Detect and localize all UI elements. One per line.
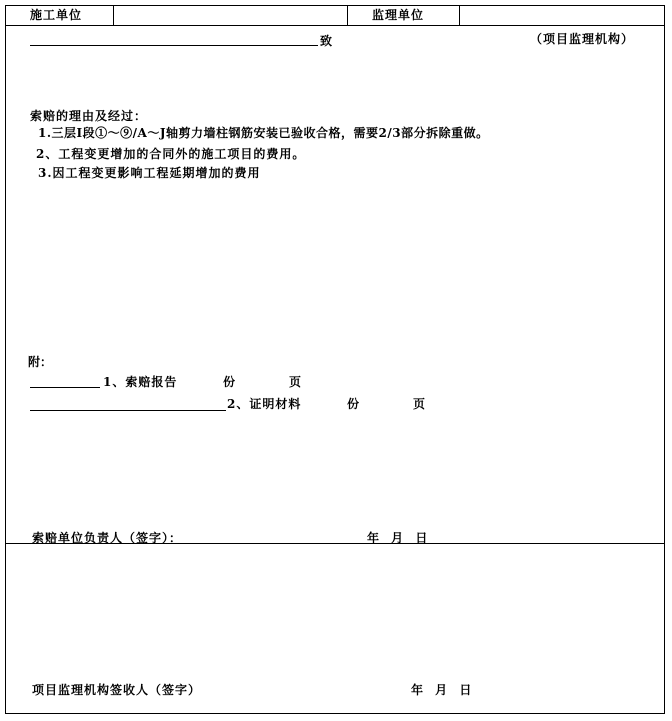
reason-item-2: 2、工程变更增加的合同外的施工项目的费用。 (36, 147, 306, 161)
reason-title: 索赔的理由及经过： (30, 109, 148, 123)
attachments-title: 附： (28, 355, 53, 369)
attachment-2-label: 2、证明材料 (227, 397, 302, 411)
attachment-2-blank-line[interactable] (30, 410, 226, 411)
contractor-label: 施工单位 (6, 6, 114, 26)
attachment-2-copies-unit: 份 (347, 397, 360, 411)
receiver-date: 年 月 日 (411, 683, 472, 697)
claim-form (5, 5, 665, 714)
supervisor-value-field[interactable] (460, 6, 666, 26)
receiver-signature-label: 项目监理机构签收人（签字） (32, 683, 202, 697)
claim-section (6, 26, 664, 544)
addressee-to: 致 (320, 34, 333, 48)
contractor-value-field[interactable] (114, 6, 348, 26)
receipt-section (6, 544, 664, 713)
attachment-1-pages-unit: 页 (289, 375, 302, 389)
addressee-org-note: （项目监理机构） (530, 32, 635, 46)
attachment-1-label: 1、索赔报告 (103, 375, 178, 389)
supervisor-label: 监理单位 (348, 6, 460, 26)
addressee-blank-line[interactable] (30, 45, 318, 46)
reason-item-1: 1.三层I段①～⑨/A～J轴剪力墙柱钢筋安装已验收合格，需要2/3部分拆除重做。 (38, 126, 489, 140)
attachment-1-blank-line[interactable] (30, 387, 100, 388)
header-row (6, 6, 664, 26)
attachment-1-copies-unit: 份 (223, 375, 236, 389)
attachment-2-pages-unit: 页 (413, 397, 426, 411)
claimant-signature-label: 索赔单位负责人（签字）： (32, 531, 183, 545)
claimant-date: 年 月 日 (367, 531, 428, 545)
reason-item-3: 3.因工程变更影响工程延期增加的费用 (38, 166, 261, 180)
